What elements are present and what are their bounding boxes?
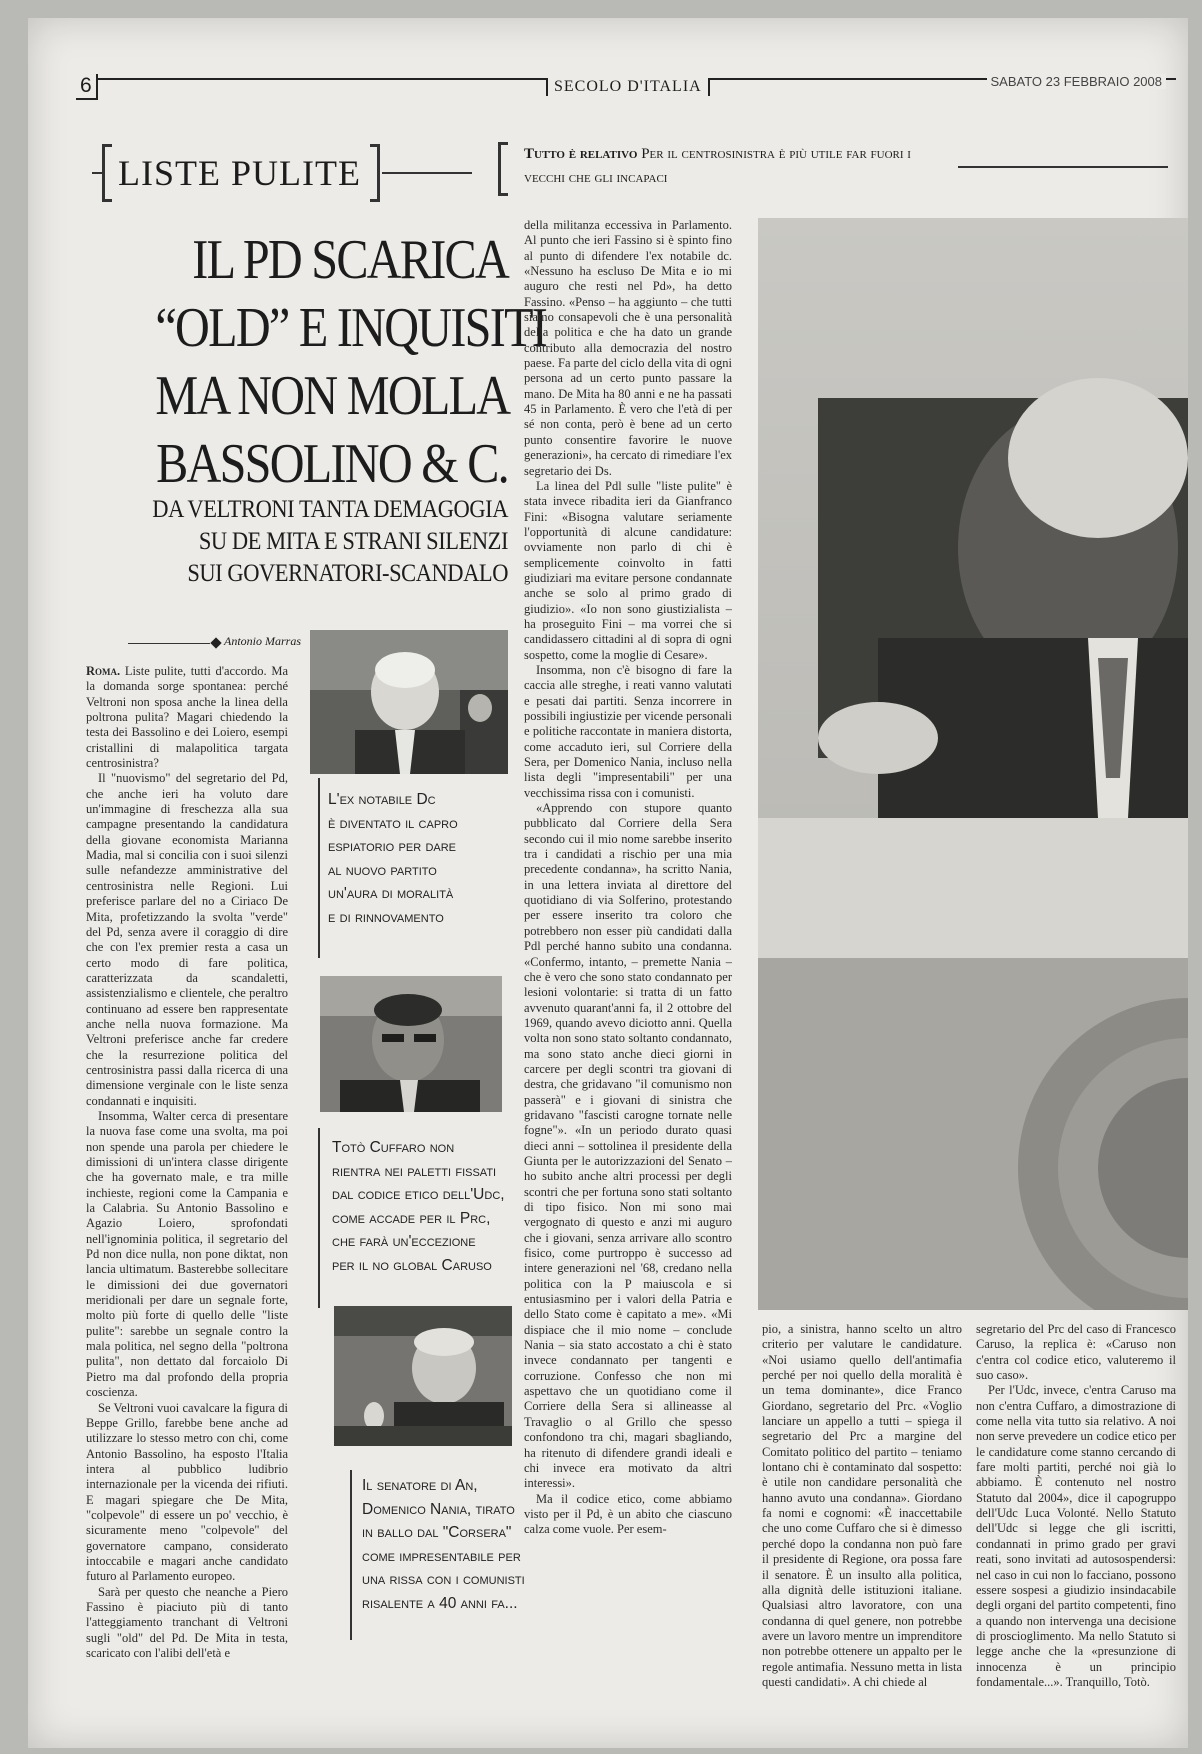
issue-date: SABATO 23 FEBBRAIO 2008 — [987, 74, 1167, 89]
newspaper-name: SECOLO D'ITALIA — [546, 78, 710, 96]
article-column-4 — [762, 1322, 962, 1744]
subheadline — [88, 494, 508, 590]
bracket-right — [370, 144, 380, 202]
byline — [128, 634, 318, 654]
paragraph: segretario del Prc del caso di Francesco Caruso, la replica è: «Caruso non c'entra col codice etico, valuteremo il suo caso». — [976, 1322, 1176, 1383]
caption-2 — [332, 1136, 505, 1277]
paragraph: Per l'Udc, invece, c'entra Caruso ma non c'entra Cuffaro, a dimostrazione di come nella vita tutto sia relativo. A noi non serve prevedere un codice etico per le candidature come stanno cercando di fare molti partiti, perché noi già lo abbiamo. È contenuto nel nostro Statuto dal 2004», dice il capogruppo dell'Udc Luca Volonté. Nello Statuto dell'Udc si legge che gli iscritti, condannati in primo grado per gravi reati, sono invitati ad autosospendersi: nel caso in cui non lo facciano, possono essere sospesi a giudizio insindacabile degli organi del partito competenti, fino a quando non intervenga una decisione di proscioglimento. Ma nello Statuto si legge anche che la «presunzione di innocenza è un principio fondamentale...». Tranquillo, Totò. — [976, 1383, 1176, 1689]
paragraph: Il "nuovismo" del segretario del Pd, che anche ieri ha voluto dare un'immagine di freschezza alla sua campagne presentando la candidatura della giovane economista Marianna Madia, mal si concilia con i suoi silenzi sulle nefandezze amministrative del centrosinistra nelle Regioni. Lui preferisce parlare del no a Ciriaco De Mita, profetizzando la svolta "verde" del Pd, senza avere il coraggio di dire che con l'ex premier resta a casa un certo modo di fare politica, caratterizzata da scandaletti, assistenzialismo e clientele, che peraltro continuano ad essere ben rappresentate anche nella nuova formazione. Ma Veltroni preferisce anche far credere che la resurrezione politica del centrosinistra passi dalla ricerca di una dimensione verginale con le liste senza condannati e inquisiti. — [86, 771, 288, 1108]
portrait-image — [334, 1306, 512, 1446]
photo-main-portrait — [758, 218, 1188, 1310]
paragraph: pio, a sinistra, hanno scelto un altro criterio per valutare le candidature. «Noi usiamo quello dell'antimafia perché per noi quello della moralità è un tema dominante», dice Franco Giordano, segretario del Prc. «Voglio lanciare un appello a tutti – spiega il segretario del Prc a margine del Comitato politico del partito – teniamo lontano chi è contaminato dal sospetto: è utile non candidare personalità che hanno avuto una condanna». Giordano fa nomi e cognomi: «È inaccettabile che uno come Cuffaro che si è dimesso perché dopo la condanna non può fare il presidente di Regione, ora possa fare il senatore. È un insulto alla politica, alla dignità delle istituzioni italiane. Qualsiasi altro lavoratore, con una condanna di quel genere, non potrebbe avere un lavoro mentre un imprenditore non potrebbe ottenere un appalto per le regole antimafia. Nessuno metta in lista questi candidati». A chi chiede al — [762, 1322, 962, 1689]
caption-line: un'aura di moralità — [328, 885, 454, 902]
caption-line: per il no global Caruso — [332, 1256, 492, 1274]
kicker-body: Per il centrosinistra è più utile far fuori i vecchi che gli incapaci — [524, 146, 911, 186]
photo-cuffaro — [320, 976, 502, 1112]
paragraph: «Apprendo con stupore quanto pubblicato dal Corriere della Sera secondo cui il mio nome sarebbe inserito tra i candidati a rischio per una mia precedente condanna», ha scritto Nania, in una lettera inviata al direttore del quotidiano di via Solferino, protestando per essere inserito tra coloro che potrebbero non esser più candidati dalla Pdl perché hanno subito una condanna. «Confermo, intanto, – premette Nania – che è vero che sono stato condannato per lesioni volontarie: si tratta di un fatto avvenuto quarant'anni fa, il 2 ottobre del 1969, quando avevo diciotto anni. Quella volta non sono stato soltanto condannato, ma sono stato anche dieci giorni in carcere per degli scontri tra giovani di destra, che gridavano "il comunismo non passerà" e i giovani di sinistra che gridavano "fascisti carogne tornate nelle fogne"». «In un periodo durato quasi dieci anni – sottolinea il presidente della Giunta per le autorizzazioni del Senato – ho subito anche altri processi per degli scontri che per fortuna sono stati soltanto di tipo fisico. Non mi sono mai vergognato di questo e anzi mi auguro che i giovani, senza arrivare allo scontro fisico, come purtroppo è successo ad intere generazioni nel '68, credano nella politica con la P maiuscola e si entusiasmino per i valori della Patria e dello Stato come è capitato a me». «Mi dispiace che il mio nome – conclude Nania – sia stato accostato a chi è stato invece condannato per tangenti e corruzione. Confesso che non mi aspettavo che un quotidiano come il Corriere della Sera si allineasse al Travaglio o al Grillo che spesso confondono tra chi, magari sbagliando, ha ritenuto di difendere grandi ideali e chi invece era motivato da altri interessi». — [524, 801, 732, 1491]
caption-line: che farà un'eccezione — [332, 1233, 476, 1250]
paragraph: della militanza eccessiva in Parlamento. Al punto che ieri Fassino si è spinto fino al punto di difendere l'ex notabile dc. «Nessuno ha escluso De Mita e io mi auguro che resti nel Pd», ha detto Fassino. «Penso – ha aggiunto – che tutti siamo consapevoli che è una personalità della politica e che ha dato un grande contributo alla democrazia del nostro paese. Fa parte del ciclo della vita di ogni persona ad un certo punto passare la mano. De Mita ha 80 anni e ne ha passati 45 in Parlamento. È vero che l'età di per sé non conta, però è bene ad un certo punto consentire favorire le nuove generazioni», ha cercato di rimediare l'ex segretario dei Ds. — [524, 218, 732, 478]
caption-rule — [318, 1128, 320, 1308]
caption-line: dal codice etico dell'Udc, — [332, 1186, 505, 1203]
caption-line: rientra nei paletti fissati — [332, 1162, 497, 1180]
section-rule — [382, 172, 472, 174]
section-tick — [92, 172, 102, 174]
paragraph: Insomma, Walter cerca di presentare la nuova fase come una svolta, ma poi non spende una parola per chiedere le dimissioni di un'intera classe dirigente che ha governato male, e tra mille inchieste, regioni come la Campania e la Calabria. Su Antonio Bassolino e Agazio Loiero, sprofondati nell'ignominia politica, il segretario del Pd non dice nulla, non pone diktat, non lancia ultimatum. Basterebbe sollecitare le dimissioni dei due governatori meridionali per dare un segnale forte, molto più forte di quello delle "liste pulite": sarebbe un segnale contro la mala politica, nel segno della "poltrona pulita", non dettato dal forcaiolo Di Pietro ma dal profondo della propria coscienza. — [86, 1108, 288, 1400]
caption-line: Domenico Nania, tirato — [362, 1500, 515, 1518]
headline-line-4: BASSOLINO & C. — [156, 433, 508, 495]
subhead-line-2: SU DE MITA E STRANI SILENZI — [198, 528, 508, 555]
caption-line: risalente a 40 anni fa... — [362, 1594, 518, 1612]
headline-line-1: IL PD SCARICA — [192, 229, 508, 291]
photo-nania — [334, 1306, 512, 1446]
caption-line: espiatorio per dare — [328, 838, 457, 855]
photo-de-mita — [310, 630, 508, 774]
paragraph: Se Veltroni vuoi cavalcare la figura di Beppe Grillo, farebbe bene anche ad utilizzare lo stesso metro con chi, come Antonio Bassolino, ha esposto l'Italia intera al pubblico ludibrio internazionale per la vicenda dei rifiuti. E magari spiegare che De Mita, "colpevole" di essere un po' vecchio, è sicuramente meno "colpevole" del governatore campano, considerato intoccabile e magari anche candidato futuro al Parlamento europeo. — [86, 1400, 288, 1584]
headline-line-3: MA NON MOLLA — [155, 365, 510, 427]
subhead-line-1: DA VELTRONI TANTA DEMAGOGIA — [152, 496, 508, 523]
page-number: 6 — [76, 74, 98, 100]
kicker-text — [524, 142, 944, 190]
caption-rule — [350, 1470, 352, 1640]
caption-line: in ballo dal "Corsera" — [362, 1524, 512, 1541]
portrait-image — [310, 630, 508, 774]
kicker-lead: Tutto è relativo — [524, 146, 638, 162]
headline-line-2: “OLD” E INQUISITI — [155, 297, 547, 359]
dateline: Roma. — [86, 664, 121, 678]
portrait-image — [320, 976, 502, 1112]
portrait-image — [758, 218, 1188, 1310]
caption-line: e di rinnovamento — [328, 908, 444, 926]
article-column-3 — [524, 218, 732, 1744]
caption-line: L'ex notabile Dc — [328, 791, 436, 808]
caption-line: Totò Cuffaro non — [332, 1139, 455, 1156]
paragraph: Insomma, non c'è bisogno di fare la caccia alle streghe, i reati vanno valutati e pesati dai partiti. Senza incorrere in possibili ingiustizie per vicende personali e politiche raccontate in maniera distorta, come accaduto ieri, sul Corriere della Sera, per Domenico Nania, incluso nella lista degli "impresentabili" per una vecchissima rissa con i comunisti. — [524, 662, 732, 800]
caption-3 — [362, 1474, 525, 1615]
paragraph-text: Liste pulite, tutti d'accordo. Ma la domanda sorge spontanea: perché Veltroni non sposa anche la linea della poltrona pulita? Magari chiedendo la testa dei Bassolino e dei Loiero, esempi cristallini di malapolitica targata centrosinistra? — [86, 664, 288, 771]
article-column-1 — [86, 664, 288, 1744]
caption-line: è diventato il capro — [328, 814, 458, 832]
paragraph: La linea del Pdl sulle "liste pulite" è stata invece ribadita ieri da Gianfranco Fini: «Bisogna valutare seriamente l'opportunità di alcune candidature: ovviamente non parlo di chi è semplicemente coinvolto in fatti giudiziari ma evitare persone condannate anche se solo al primo grado di giudizio». «Io non sono giustizialista – ha proseguito Fini – ma vorrei che si candidassero cittadini al di sopra di ogni sospetto, come la moglie di Cesare». — [524, 478, 732, 662]
byline-rule — [128, 643, 210, 644]
section-title: LISTE PULITE — [118, 153, 361, 193]
bracket-left — [102, 144, 112, 202]
section-label — [80, 136, 500, 208]
paragraph — [86, 664, 288, 771]
caption-line: Il senatore di An, — [362, 1477, 478, 1494]
author-name: Antonio Marras — [224, 634, 302, 648]
kicker-bracket — [498, 142, 508, 196]
diamond-icon — [210, 637, 221, 648]
subhead-line-3: SUI GOVERNATORI-SCANDALO — [187, 560, 508, 587]
kicker — [498, 130, 1178, 200]
paragraph: Sarà per questo che neanche a Piero Fassino è piaciuto più di tanto l'atteggiamento tranchant di Veltroni sugli "old" del Pd. De Mita in testa, scaricato con l'alibi dell'età e — [86, 1584, 288, 1660]
caption-line: come impresentabile per — [362, 1547, 521, 1565]
paragraph: Ma il codice etico, come abbiamo visto per il Pd, è un abito che ciascuno calza come vuole. Per esem- — [524, 1491, 732, 1537]
caption-line: come accade per il Prc, — [332, 1209, 491, 1227]
article-column-5 — [976, 1322, 1176, 1744]
caption-line: al nuovo partito — [328, 861, 437, 879]
caption-line: una rissa con i comunisti — [362, 1571, 525, 1588]
caption-rule — [318, 778, 320, 958]
caption-1 — [328, 788, 458, 929]
headline — [98, 226, 547, 498]
masthead — [76, 56, 1176, 98]
kicker-rule — [958, 166, 1168, 168]
newspaper-page — [28, 18, 1188, 1748]
